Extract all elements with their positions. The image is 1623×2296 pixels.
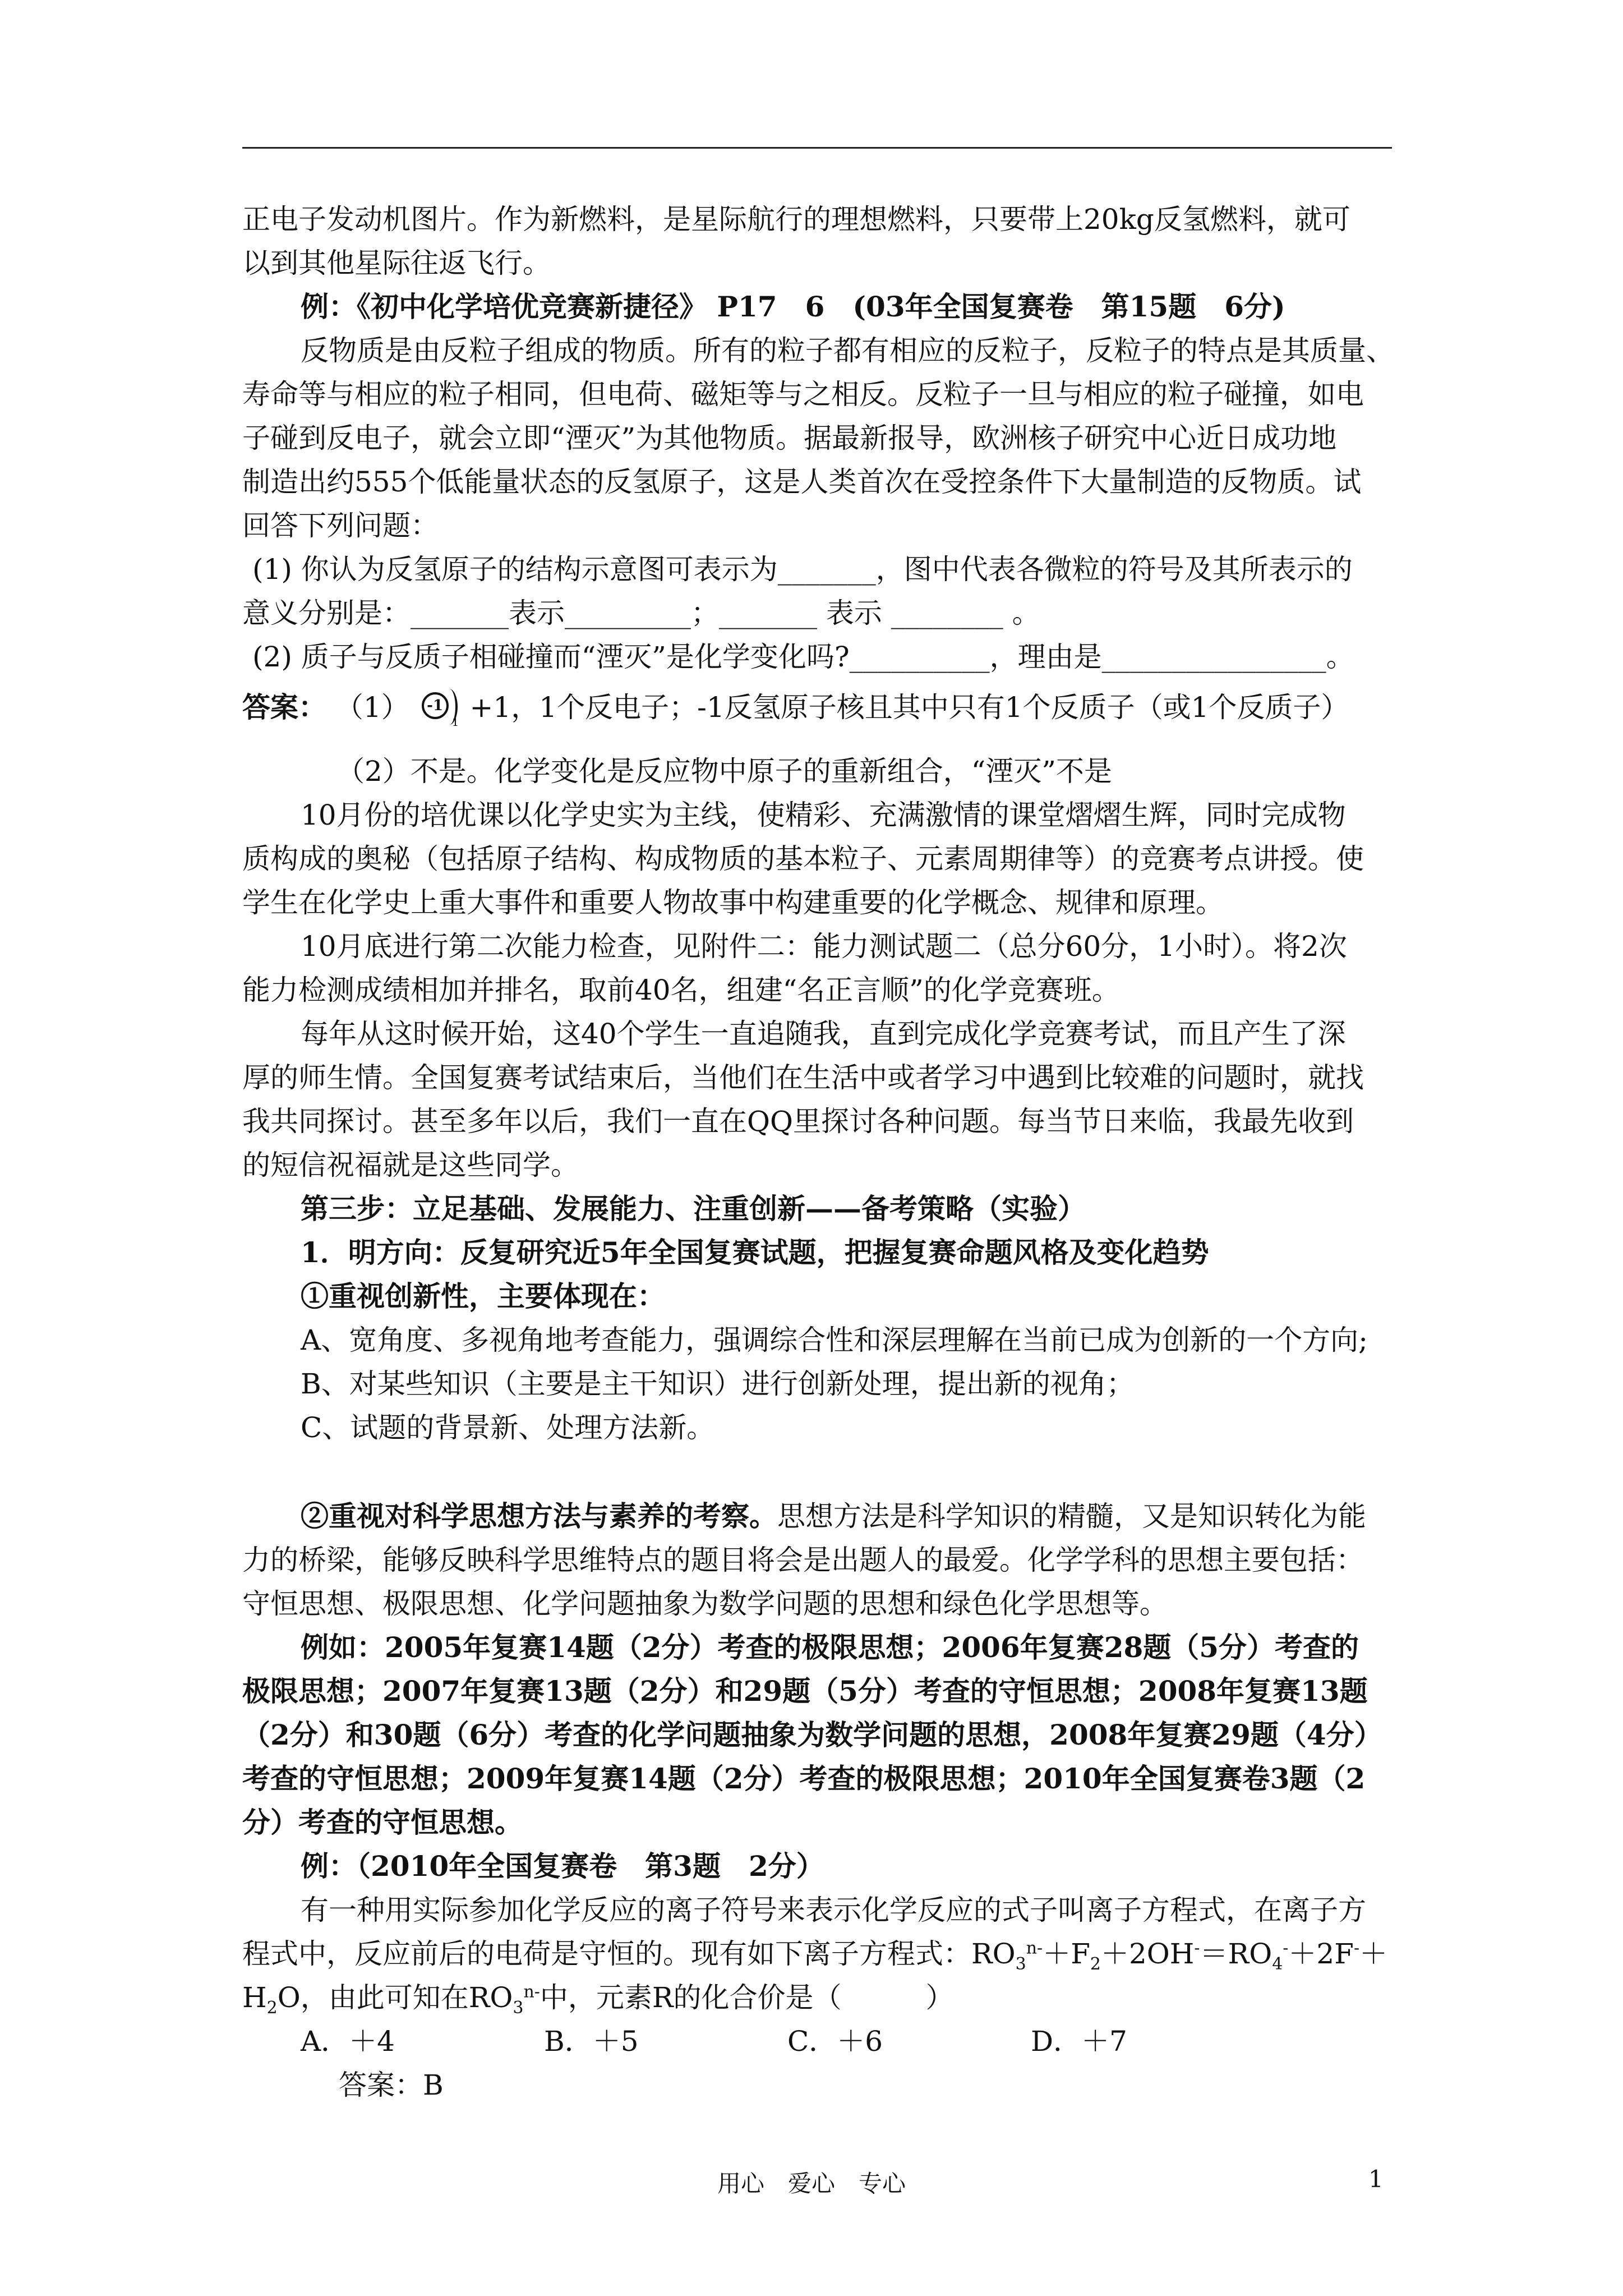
text-line: 能力检测成绩相加并排名，取前40名，组建“名正言顺”的化学竞赛班。 [242,974,1120,1006]
text-line: 质构成的奥秘（包括原子结构、构成物质的基本粒子、元素周期律等）的竞赛考点讲授。使 [242,843,1364,875]
option-b: B．＋5 [544,2025,639,2058]
text-line: 考查的守恒思想；2009年复赛14题（2分）考查的极限思想；2010年全国复赛卷3题（2 [242,1762,1366,1795]
text-line: （2分）和30题（6分）考查的化学问题抽象为数学问题的思想，2008年复赛29题（4分） [242,1718,1382,1751]
text-line: 学生在化学史上重大事件和重要人物故事中构建重要的化学概念、规律和原理。 [242,886,1224,919]
text-line: 例如：2005年复赛14题（2分）考查的极限思想；2006年复赛28题（5分）考查的 [301,1631,1359,1664]
ionic-equation: $RO_3^{n-}+F_2+2OH^-=RO_4^-+2F^-+$ [971,1938,1388,1974]
page-number: 1 [1368,2165,1384,2193]
example-heading: 例：《初中化学培优竞赛新捷径》 P17 6 (03年全国复赛卷 第15题 6分) [301,290,1285,323]
question-1: (1) 你认为反氢原子的结构示意图可表示为_______，图中代表各微粒的符号及其所表示的 [252,553,1353,586]
electron-count: 1 [451,715,459,729]
text-line: 力的桥梁，能够反映科学思维特点的题目将会是出题人的最爱。化学学科的思想主要包括： [242,1544,1364,1576]
atom-structure-diagram [422,689,459,729]
option-c: C．＋6 [787,2025,883,2058]
text-line: 反物质是由反粒子组成的物质。所有的粒子都有相应的反粒子，反粒子的特点是其质量、 [301,334,1394,367]
text-line: 以到其他星际往返飞行。 [242,247,551,279]
text-line: 意义分别是：_______表示_________；_______ 表示 ________ 。 [242,597,1040,629]
point-heading: ①重视创新性，主要体现在： [301,1280,665,1313]
text-line: 子碰到反电子，就会立即“湮灭”为其他物质。据最新报导，欧洲核子研究中心近日成功地 [242,422,1337,454]
text-line: 寿命等与相应的粒子相同，但电荷、磁矩等与之相反。反粒子一旦与相应的粒子碰撞，如电 [242,378,1364,411]
option-a: A．＋4 [301,2025,395,2058]
text-line: 10月份的培优课以化学史实为主线，使精彩、充满激情的课堂熠熠生辉，同时完成物 [301,799,1346,831]
footer-text: 用心 爱心 专心 [717,2170,906,2197]
text-line: 制造出约555个低能量状态的反氢原子，这是人类首次在受控条件下大量制造的反物质。试 [242,466,1362,498]
text-line: 正电子发动机图片。作为新燃料，是星际航行的理想燃料，只要带上20kg反氢燃料，就可 [242,203,1350,236]
text-line: 极限思想；2007年复赛13题（2分）和29题（5分）考查的守恒思想；2008年复赛13题 [242,1674,1368,1708]
question-2: (2) 质子与反质子相碰撞而“湮灭”是化学变化吗?__________，理由是________________。 [252,641,1354,673]
option-d: D．＋7 [1031,2025,1127,2058]
answer-line-2: （2）不是。化学变化是反应物中原子的重新组合，“湮灭”不是 [336,755,1112,788]
final-answer: 答案：B [339,2069,444,2101]
text-line: 10月底进行第二次能力检查，见附件二：能力测试题二（总分60分，1小时）。将2次 [301,930,1347,963]
section-heading: 第三步：立足基础、发展能力、注重创新——备考策略（实验） [301,1192,1086,1225]
list-item: A、宽角度、多视角地考查能力，强调综合性和深层理解在当前已成为创新的一个方向; [301,1324,1368,1356]
point-heading: ②重视对科学思想方法与素养的考察。 [301,1499,777,1533]
answer-line [242,685,1349,729]
text-line: 厚的师生情。全国复赛考试结束后，当他们在生活中或者学习中遇到比较难的问题时，就找 [242,1061,1364,1094]
question-line: $H_2O$，由此可知在$RO_3^{n-}$中，元素R的化合价是（ ） [242,1981,954,2018]
text-line: 有一种用实际参加化学反应的离子符号来表示化学反应的式子叫离子方程式，在离子方 [301,1894,1366,1926]
text-line: 每年从这时候开始，这40个学生一直追随我，直到完成化学竞赛考试，而且产生了深 [301,1018,1346,1050]
subsection-heading: 1．明方向：反复研究近5年全国复赛试题，把握复赛命题风格及变化趋势 [301,1236,1209,1269]
atom-nucleus: -1 [422,692,449,719]
paragraph-text: 思想方法是科学知识的精髓，又是知识转化为能 [777,1500,1366,1533]
list-item: B、对某些知识（主要是主干知识）进行创新处理，提出新的视角； [301,1368,1135,1400]
answer-text: +1，1个反电子；-1反氢原子核且其中只有1个反质子（或1个反质子） [469,691,1349,724]
equation-line [242,1932,1387,1976]
example-heading: 例：（2010年全国复赛卷 第3题 2分） [301,1849,824,1883]
text-line: 我共同探讨。甚至多年以后，我们一直在QQ里探讨各种问题。每当节日来临，我最先收到 [242,1105,1354,1138]
answer-label: 答案： [242,691,326,724]
equation-intro: 程式中，反应前后的电荷是守恒的。现有如下离子方程式： [242,1938,971,1970]
text-line: 守恒思想、极限思想、化学问题抽象为数学问题的思想和绿色化学思想等。 [242,1588,1168,1620]
text-line: 的短信祝福就是这些同学。 [242,1149,579,1181]
header-rule [242,147,1392,149]
paragraph-first-line [301,1494,1366,1538]
text-line: 分）考查的守恒思想。 [242,1806,523,1839]
text-line: 回答下列问题： [242,509,439,542]
answer-number: （1） [335,691,409,724]
list-item: C、试题的背景新、处理方法新。 [301,1411,715,1444]
